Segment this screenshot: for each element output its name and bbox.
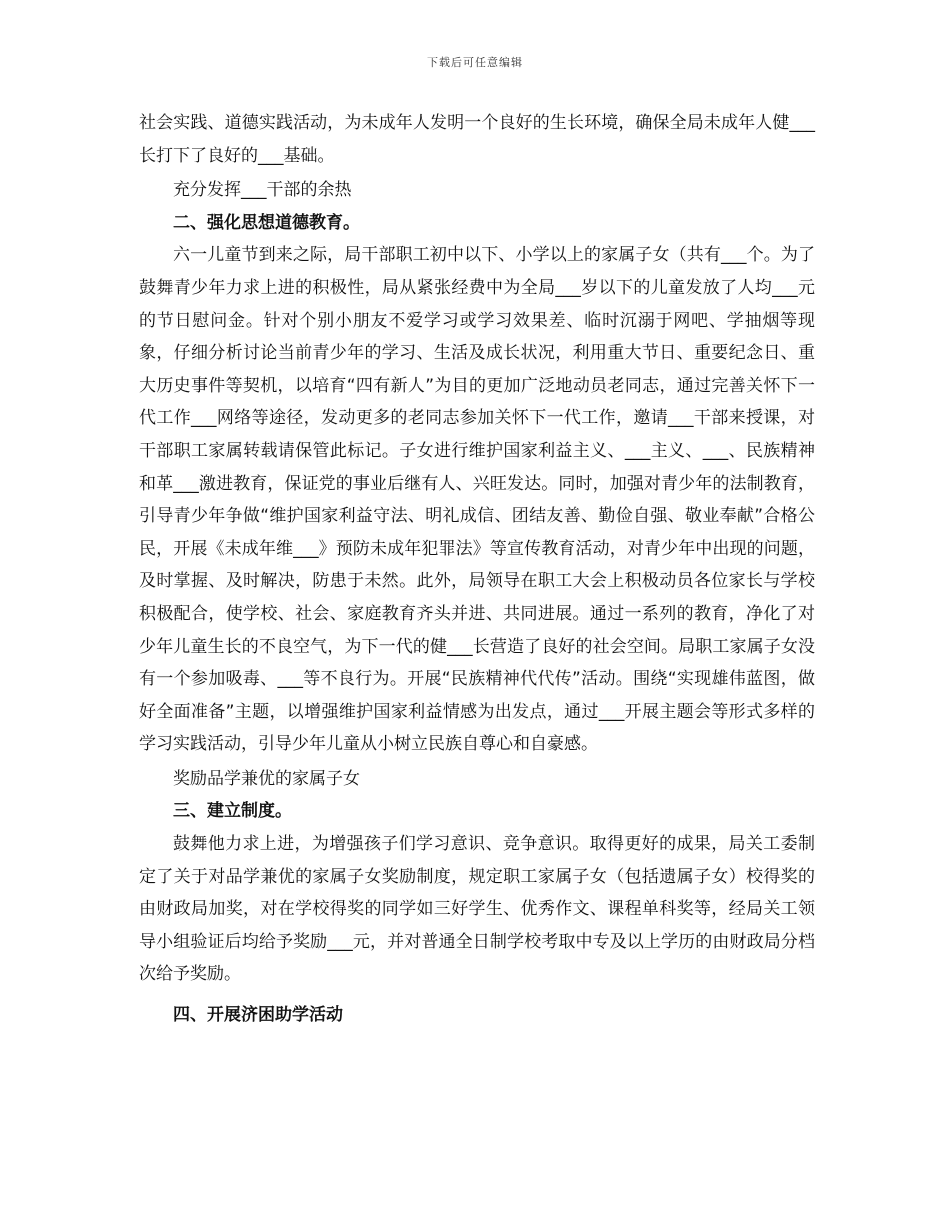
page-header: 下载后可任意编辑 <box>427 56 523 69</box>
paragraph-reward-system: 鼓舞他力求上进，为增强孩子们学习意识、竞争意识。取得更好的成果，局关工委制定了关于对品学兼优的家属子女奖励制度，规定职工家属子女（包括遗属子女）校得奖的由财政局加奖，对在学校得奖的同学如三好学生、优秀作文、课程单科奖等，经局关工领导小组验证后均给予奖励___元，并对普通全日制学校考取中专及以上学历的由财政局分档次给予奖励。 <box>139 834 815 985</box>
section-heading-4: 四、开展济困助学活动 <box>173 1005 343 1026</box>
paragraph-reward-children: 奖励品学兼优的家属子女 <box>173 768 360 789</box>
paragraph-cadre-role: 充分发挥___干部的余热 <box>173 180 352 201</box>
document-body <box>139 107 815 1032</box>
paragraph-social-practice: 社会实践、道德实践活动，为未成年人发明一个良好的生长环境，确保全局未成年人健___长打下了良好的___基础。 <box>139 113 815 166</box>
section-heading-3: 三、建立制度。 <box>173 801 292 822</box>
paragraph-moral-education: 六一儿童节到来之际，局干部职工初中以下、小学以上的家属子女（共有___个。为了鼓舞青少年力求上进的积极性，局从紧张经费中为全局___岁以下的儿童发放了人均___元的节日慰问金。针对个别小朋友不爱学习或学习效果差、临时沉溺于网吧、学抽烟等现象，仔细分析讨论当前青少年的学习、生活及成长状况，利用重大节日、重要纪念日、重大历史事件等契机，以培育“四有新人”为目的更加广泛地动员老同志，通过完善关怀下一代工作___网络等途径，发动更多的老同志参加关怀下一代工作，邀请___干部来授课，对干部职工家属转载请保管此标记。子女进行维护国家利益主义、___主义、___、民族精神和革___激进教育，保证党的事业后继有人、兴旺发达。同时，加强对青少年的法制教育，引导青少年争做“维护国家利益守法、明礼成信、团结友善、勤俭自强、敬业奉献”合格公民，开展《未成年维___》预防未成年犯罪法》等宣传教育活动，对青少年中出现的问题，及时掌握、及时解决，防患于未然。此外，局领导在职工大会上积极动员各位家长与学校积极配合，使学校、社会、家庭教育齐头并进、共同进展。通过一系列的教育，净化了对少年儿童生长的不良空气，为下一代的健___长营造了良好的社会空间。局职工家属子女没有一个参加吸毒、___等不良行为。开展“民族精神代代传”活动。围绕“实现雄伟蓝图，做好全面准备”主题，以增强维护国家利益情感为出发点，通过___开展主题会等形式多样的学习实践活动，引导少年儿童从小树立民族自尊心和自豪感。 <box>139 245 815 755</box>
section-heading-2: 二、强化思想道德教育。 <box>173 212 360 233</box>
